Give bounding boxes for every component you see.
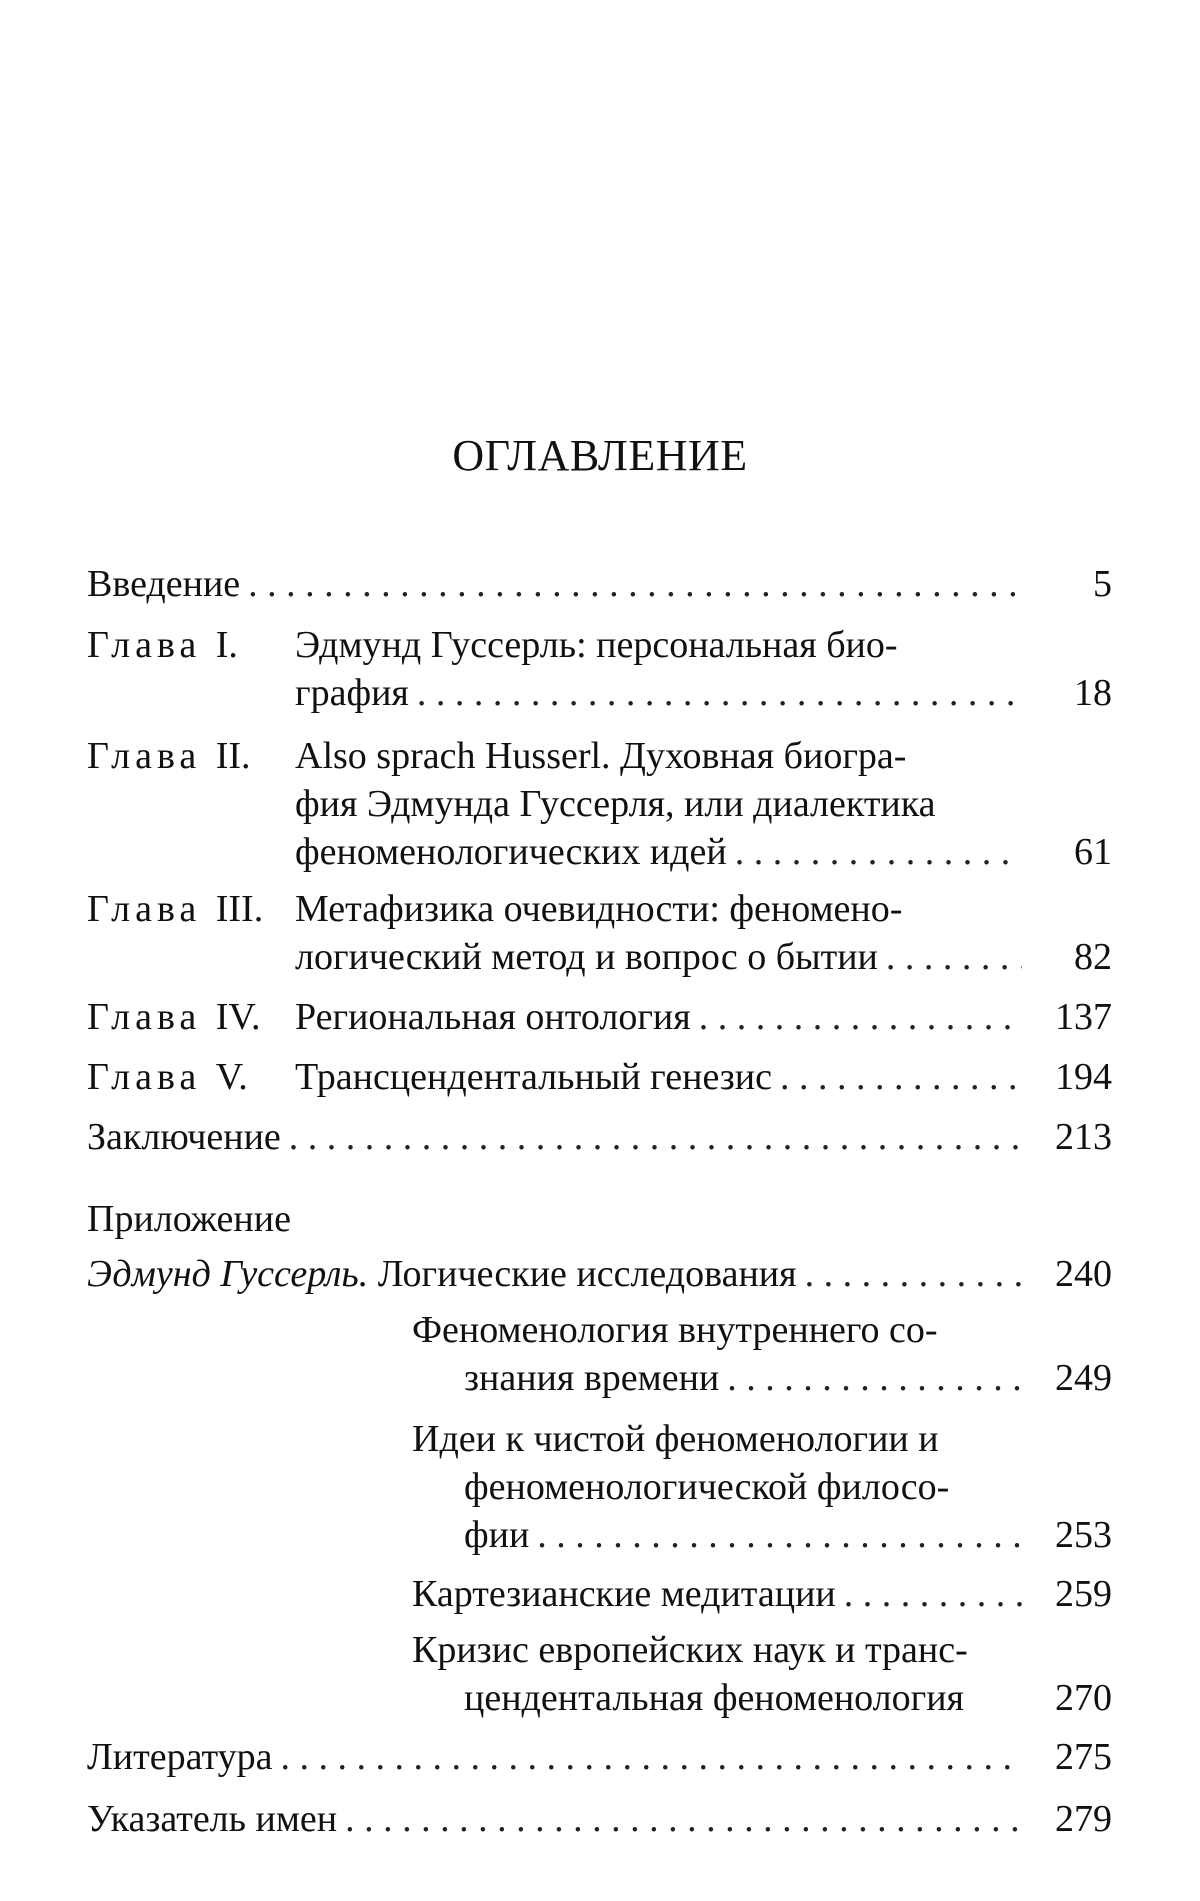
page-number: 137 (1055, 996, 1112, 1038)
toc-entry-appendix-1[interactable] (87, 1250, 1112, 1298)
toc-entry-chapter-1[interactable] (87, 621, 1112, 717)
page-number: 253 (1055, 1514, 1112, 1556)
page-number: 259 (1055, 1573, 1112, 1615)
toc-entry-label: Заключение (87, 1116, 281, 1158)
page-number: 279 (1055, 1798, 1112, 1840)
appendix-item-title: феноменологической филосо- (464, 1466, 950, 1508)
chapter-number (87, 1053, 295, 1101)
toc-entry-appendix-5[interactable] (412, 1626, 1112, 1722)
page-number: 213 (1055, 1116, 1112, 1158)
chapter-title-line: графия (295, 672, 409, 714)
appendix-item-title: Кризис европейских наук и транс- (412, 1629, 968, 1671)
chapter-numeral: III. (215, 888, 264, 930)
toc-entry-appendix-2[interactable] (412, 1306, 1112, 1402)
chapter-title-line: фия Эдмунда Гуссерля, или диалектика (295, 783, 936, 825)
leader-dots (886, 933, 1022, 981)
page-number: 61 (1074, 831, 1112, 873)
toc-entry-chapter-2[interactable] (87, 732, 1112, 876)
page-number: 240 (1055, 1253, 1112, 1295)
appendix-heading: Приложение (87, 1198, 291, 1240)
toc-entry-label: Введение (87, 563, 241, 605)
chapter-title-line: Региональная онтология (295, 996, 691, 1038)
leader-dots (780, 1053, 1022, 1101)
appendix-item-title: Идеи к чистой феноменологии и (412, 1418, 939, 1460)
page-number: 194 (1055, 1056, 1112, 1098)
toc-entry-intro[interactable] (87, 560, 1112, 608)
toc-entry-label: Указатель имен (87, 1798, 338, 1840)
leader-dots (289, 1113, 1022, 1161)
chapter-title-line: Трансцендентальный генезис (295, 1056, 773, 1098)
chapter-word: Глава (87, 1056, 202, 1098)
toc-entry-chapter-3[interactable] (87, 885, 1112, 981)
toc-entry-label: Литература (87, 1736, 273, 1778)
chapter-word: Глава (87, 735, 202, 777)
chapter-word: Глава (87, 888, 202, 930)
chapter-word: Глава (87, 996, 202, 1038)
appendix-item-title: цендентальная феноменология (464, 1677, 965, 1719)
chapter-numeral: II. (215, 735, 251, 777)
toc-entry-literature[interactable] (87, 1733, 1112, 1781)
appendix-item-title: Картезианские медитации (412, 1573, 836, 1615)
appendix-item-title: Феноменология внутреннего со- (412, 1309, 938, 1351)
toc-entry-name-index[interactable] (87, 1795, 1112, 1843)
leader-dots (537, 1511, 1022, 1559)
chapter-number (87, 885, 295, 933)
chapter-numeral: I. (215, 624, 238, 666)
leader-dots (805, 1250, 1022, 1298)
chapter-word: Глава (87, 624, 202, 666)
leader-dots (699, 993, 1022, 1041)
page-number: 18 (1074, 672, 1112, 714)
appendix-item-title: знания времени (464, 1357, 720, 1399)
chapter-title-text: Эдмунд Гуссерль: персональная био- (295, 624, 898, 666)
page-number: 82 (1074, 936, 1112, 978)
page-number: 275 (1055, 1736, 1112, 1778)
chapter-numeral: IV. (215, 996, 261, 1038)
toc-entry-conclusion[interactable] (87, 1113, 1112, 1161)
toc-entry-chapter-4[interactable] (87, 993, 1112, 1041)
chapter-number (87, 993, 295, 1041)
appendix-item-title: Логические исследования (377, 1253, 797, 1295)
toc-entry-appendix-3[interactable] (412, 1415, 1112, 1559)
page-number: 5 (1093, 563, 1112, 605)
appendix-author: Эдмунд Гуссерль. (87, 1253, 369, 1295)
chapter-title-line: Also sprach Husserl. Духовная биогра- (295, 735, 907, 777)
leader-dots (735, 828, 1022, 876)
leader-dots (417, 669, 1022, 717)
chapter-title-line: логический метод и вопрос о бытии (295, 936, 878, 978)
chapter-numeral: V. (215, 1056, 248, 1098)
chapter-title-line: Метафизика очевидности: феномено- (295, 888, 903, 930)
chapter-title-line (295, 621, 1010, 669)
page-number: 270 (1055, 1677, 1112, 1719)
toc-entry-chapter-5[interactable] (87, 1053, 1112, 1101)
chapter-number (87, 732, 295, 780)
appendix-item-title: фии (464, 1514, 530, 1556)
page-title: ОГЛАВЛЕНИЕ (452, 431, 748, 480)
chapter-number (87, 621, 295, 669)
leader-dots (248, 560, 1022, 608)
leader-dots (844, 1570, 1022, 1618)
chapter-title-line: феноменологических идей (295, 831, 727, 873)
toc-entry-appendix-4[interactable] (412, 1570, 1112, 1618)
leader-dots (345, 1795, 1022, 1843)
leader-dots (280, 1733, 1022, 1781)
page-number: 249 (1055, 1357, 1112, 1399)
leader-dots (727, 1354, 1022, 1402)
